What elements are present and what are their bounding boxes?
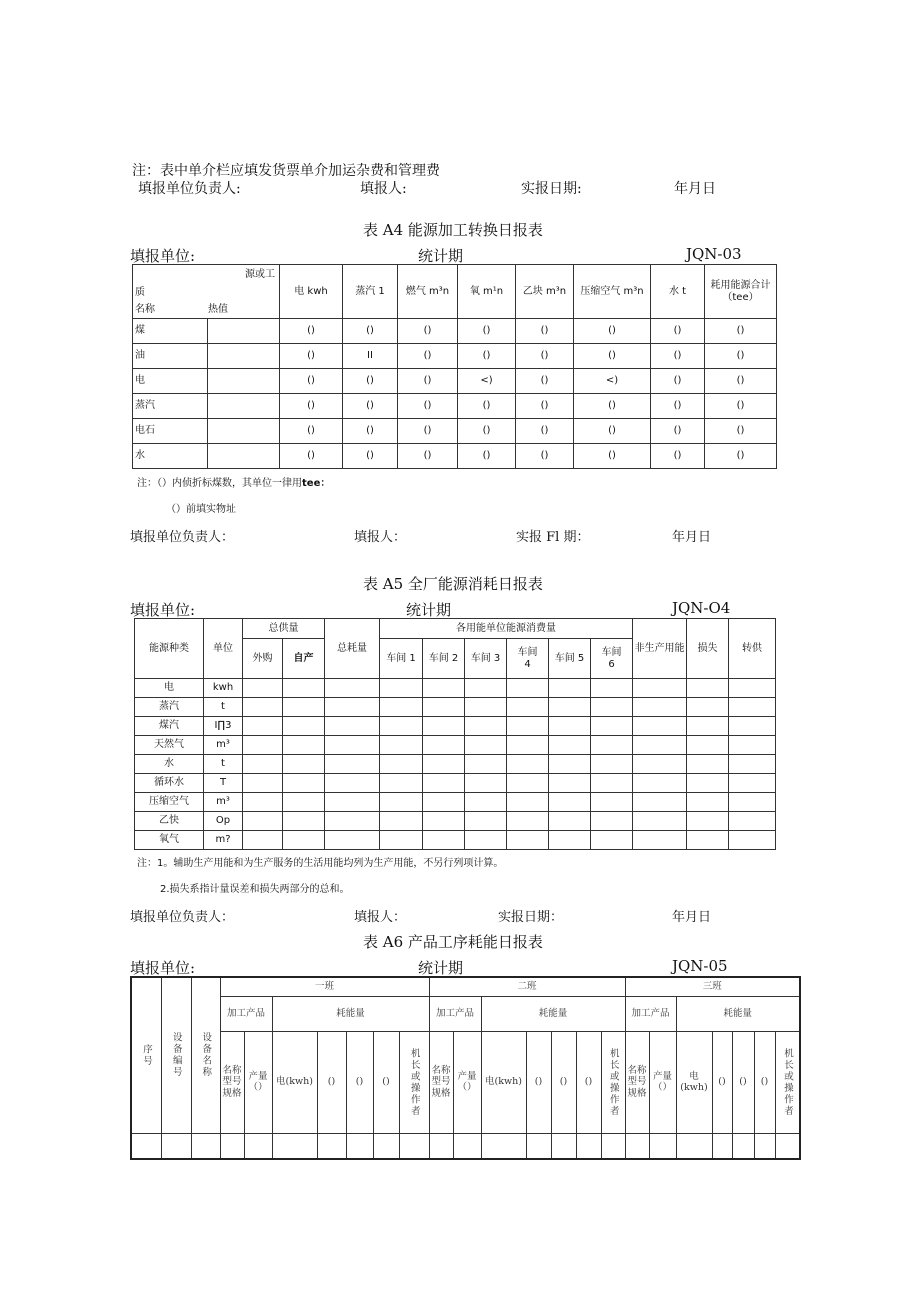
a4-header-diag-top: 源或工	[245, 269, 275, 280]
a5-note2: 2.损失系指计量误差和损失两部分的总和。	[160, 884, 350, 895]
cell: ()	[651, 344, 705, 369]
a6-h-paren: ()	[754, 1031, 775, 1133]
ws-line: 车间	[601, 646, 622, 658]
cell: ()	[651, 444, 705, 469]
cell: ()	[280, 444, 343, 469]
row-name: 蒸汽	[133, 394, 208, 419]
table-row	[133, 369, 777, 394]
table-row	[135, 774, 776, 793]
a6-h-energy: 耗能量	[481, 996, 625, 1031]
cell: ()	[651, 394, 705, 419]
cell: ()	[343, 419, 398, 444]
a6-h-operator: 机长或操作者	[399, 1031, 429, 1133]
a6-h-paren: ()	[526, 1031, 551, 1133]
a4-col-header: 乙块 m³n	[516, 265, 574, 319]
row-name: 电石	[133, 419, 208, 444]
cell: ()	[343, 369, 398, 394]
a5-h-ws4	[507, 639, 549, 679]
a5-h-consume: 各用能单位能源消费量	[380, 619, 633, 639]
row-name: 电	[133, 369, 208, 394]
a4-note1	[137, 474, 330, 489]
top-signoff-ymd: 年月日	[674, 181, 716, 197]
cell: ()	[398, 419, 458, 444]
cell: ()	[516, 319, 574, 344]
cell: ()	[574, 344, 651, 369]
cell: ()	[516, 369, 574, 394]
row-name: 压缩空气	[135, 793, 204, 812]
a6-h-model: 名称型号规格	[625, 1031, 649, 1133]
a5-note1: 注：1。辅助生产用能和为生产服务的生活用能均列为生产用能，不另行列项计算。	[137, 858, 504, 869]
cell: ()	[516, 444, 574, 469]
cell: <)	[458, 369, 516, 394]
a5-signoff-filler: 填报人：	[354, 910, 407, 925]
cell: ()	[458, 394, 516, 419]
table-row	[135, 736, 776, 755]
cell: ()	[516, 394, 574, 419]
row-unit: m?	[204, 831, 243, 850]
row-unit: t	[204, 698, 243, 717]
top-note: 注：表中单介栏应填发货票单介加运杂费和管理费	[132, 163, 440, 179]
top-signoff-head: 填报单位负责人:	[138, 181, 241, 197]
cell: ()	[280, 369, 343, 394]
a4-header-heat: 热值	[208, 304, 228, 315]
a5-h-transfer: 转供	[729, 619, 776, 679]
cell: ()	[458, 344, 516, 369]
a5-h-ws6	[591, 639, 633, 679]
a5-h-supply: 总供量	[243, 619, 325, 639]
cell: ()	[574, 444, 651, 469]
a6-h-operator: 机长或操作者	[601, 1031, 625, 1133]
a6-h-equip-no: 设备编号	[161, 977, 191, 1133]
cell: ()	[280, 419, 343, 444]
a6-table	[130, 976, 801, 1160]
a5-h-ws2	[423, 639, 465, 679]
a4-table	[132, 264, 777, 469]
a4-col-header: 耗用能源合计（tee）	[705, 265, 777, 319]
a4-code: JQN-03	[686, 245, 742, 263]
cell: ()	[516, 344, 574, 369]
a5-table	[134, 618, 776, 850]
table-row	[135, 812, 776, 831]
cell: ()	[705, 344, 777, 369]
a6-h-paren: ()	[317, 1031, 346, 1133]
a6-title: 表 A6 产品工序耗能日报表	[363, 933, 543, 951]
a5-signoff-date: 实报日期：	[498, 910, 564, 925]
row-unit: kwh	[204, 679, 243, 698]
cell: ()	[574, 319, 651, 344]
row-name: 煤	[133, 319, 208, 344]
row-name: 循环水	[135, 774, 204, 793]
a4-note2: （）前填实物址	[166, 504, 236, 515]
cell: ()	[574, 394, 651, 419]
ws-line: 4	[524, 658, 531, 670]
cell: ()	[651, 319, 705, 344]
a4-header-diag-mid: 质	[135, 287, 145, 298]
row-name: 蒸汽	[135, 698, 204, 717]
table-row	[133, 419, 777, 444]
a6-h-paren: ()	[732, 1031, 754, 1133]
ws-line: 车间 3	[470, 652, 501, 664]
a4-signoff-date: 实报 Fl 期：	[516, 530, 590, 545]
a6-h-output: 产量（）	[453, 1031, 481, 1133]
a6-code: JQN-05	[672, 957, 728, 975]
top-signoff-filler: 填报人:	[360, 181, 407, 197]
cell: ()	[398, 444, 458, 469]
a6-h-energy: 耗能量	[272, 996, 429, 1031]
table-row	[133, 319, 777, 344]
row-name: 水	[133, 444, 208, 469]
a4-col-header: 氧 m¹n	[458, 265, 516, 319]
a6-shift-2: 二班	[429, 977, 625, 996]
cell: <)	[574, 369, 651, 394]
row-name: 电	[135, 679, 204, 698]
a6-h-paren: ()	[373, 1031, 399, 1133]
a4-signoff-head: 填报单位负责人：	[130, 530, 235, 545]
table-row	[135, 717, 776, 736]
cell: ()	[705, 369, 777, 394]
cell: ()	[705, 419, 777, 444]
a6-h-paren: ()	[712, 1031, 732, 1133]
a6-h-seq: 序号	[131, 977, 161, 1133]
ws-line: 车间 1	[386, 652, 416, 664]
a5-h-outside: 外购	[243, 639, 283, 679]
a5-h-type: 能源种类	[135, 619, 204, 679]
table-row	[133, 444, 777, 469]
row-unit: I∏3	[204, 717, 243, 736]
a5-h-unit: 单位	[204, 619, 243, 679]
ws-line: 车间 2	[428, 652, 459, 664]
a6-shift-1: 一班	[220, 977, 429, 996]
a5-title: 表 A5 全厂能源消耗日报表	[363, 575, 543, 593]
a5-h-ws5	[549, 639, 591, 679]
cell: ()	[280, 394, 343, 419]
cell: ()	[458, 444, 516, 469]
a6-h-operator: 机长或操作者	[775, 1031, 800, 1133]
row-name: 油	[133, 344, 208, 369]
row-unit: m³	[204, 793, 243, 812]
a6-h-paren: ()	[551, 1031, 576, 1133]
table-row	[135, 831, 776, 850]
row-unit: m³	[204, 736, 243, 755]
ws-line: 车间 5	[554, 652, 585, 664]
a6-h-elec: 电(kwh)	[272, 1031, 317, 1133]
cell: ()	[651, 369, 705, 394]
row-unit: Op	[204, 812, 243, 831]
ws-line: 车间	[517, 646, 538, 658]
a6-h-paren: ()	[346, 1031, 373, 1133]
a5-h-ws1	[380, 639, 423, 679]
cell: ()	[516, 419, 574, 444]
table-row	[135, 755, 776, 774]
a6-h-paren: ()	[576, 1031, 601, 1133]
a5-h-loss: 损失	[687, 619, 729, 679]
a5-h-total: 总耗量	[325, 619, 380, 679]
table-row	[135, 793, 776, 812]
cell: ()	[280, 344, 343, 369]
a5-h-nonprod: 非生产用能	[633, 619, 687, 679]
a6-shift-3: 三班	[625, 977, 800, 996]
a4-col-header: 燃气 m³n	[398, 265, 458, 319]
a4-note1-text: 注：（）内侦折标煤数，其单位一律用	[137, 478, 302, 489]
cell: ()	[398, 394, 458, 419]
cell: ()	[343, 394, 398, 419]
a4-col-header: 蒸汽 1	[343, 265, 398, 319]
a6-h-equip-name: 设备名称	[191, 977, 220, 1133]
cell: ()	[398, 319, 458, 344]
a6-h-elec: 电(kwh)	[676, 1031, 712, 1133]
a6-h-output: 产量（）	[649, 1031, 676, 1133]
a4-header-name: 名称	[135, 304, 155, 315]
a6-h-elec: 电(kwh)	[481, 1031, 526, 1133]
cell: ()	[705, 444, 777, 469]
a5-unit-label: 填报单位:	[130, 601, 196, 619]
a6-h-model: 名称型号规格	[429, 1031, 453, 1133]
a6-period-label: 统计期	[418, 959, 464, 977]
table-row	[133, 344, 777, 369]
a5-h-self: 自产	[283, 639, 325, 679]
a4-note1-unit: tee：	[302, 478, 331, 489]
cell: ()	[398, 344, 458, 369]
a6-h-product: 加工产品	[625, 996, 676, 1031]
a5-period-label: 统计期	[406, 601, 452, 619]
row-name: 乙快	[135, 812, 204, 831]
a4-col-header: 水 t	[651, 265, 705, 319]
cell: ()	[458, 319, 516, 344]
row-unit: t	[204, 755, 243, 774]
a6-unit-label: 填报单位:	[130, 959, 196, 977]
cell: ()	[574, 419, 651, 444]
row-name: 煤汽	[135, 717, 204, 736]
a4-signoff-ymd: 年月日	[672, 530, 712, 545]
table-row	[133, 394, 777, 419]
a4-unit-label: 填报单位:	[130, 247, 196, 265]
table-row	[135, 679, 776, 698]
a5-code: JQN-O4	[672, 599, 731, 617]
row-name: 水	[135, 755, 204, 774]
row-name: 氧气	[135, 831, 204, 850]
a4-header-diagonal	[133, 265, 280, 319]
cell: ()	[705, 394, 777, 419]
cell: ()	[280, 319, 343, 344]
a5-h-ws3	[465, 639, 507, 679]
row-name: 天然气	[135, 736, 204, 755]
table-row	[135, 698, 776, 717]
a6-h-product: 加工产品	[220, 996, 272, 1031]
a6-h-energy: 耗能量	[676, 996, 800, 1031]
table-row	[131, 1133, 800, 1159]
a4-signoff-filler: 填报人：	[354, 530, 407, 545]
cell: II	[343, 344, 398, 369]
a6-h-model: 名称型号规格	[220, 1031, 244, 1133]
cell: ()	[705, 319, 777, 344]
a6-h-product: 加工产品	[429, 996, 481, 1031]
a4-period-label: 统计期	[418, 247, 464, 265]
a4-title: 表 A4 能源加工转换日报表	[363, 221, 543, 239]
a5-signoff-ymd: 年月日	[672, 910, 712, 925]
cell: ()	[343, 444, 398, 469]
cell: ()	[651, 419, 705, 444]
a4-col-header: 压缩空气 m³n	[574, 265, 651, 319]
cell: ()	[458, 419, 516, 444]
cell: ()	[343, 319, 398, 344]
a6-h-output: 产量（）	[244, 1031, 272, 1133]
ws-line: 6	[608, 658, 615, 670]
top-signoff-date: 实报日期:	[521, 181, 582, 197]
row-unit: T	[204, 774, 243, 793]
a4-col-header: 电 kwh	[280, 265, 343, 319]
a5-signoff-head: 填报单位负责人：	[130, 910, 235, 925]
cell: ()	[398, 369, 458, 394]
